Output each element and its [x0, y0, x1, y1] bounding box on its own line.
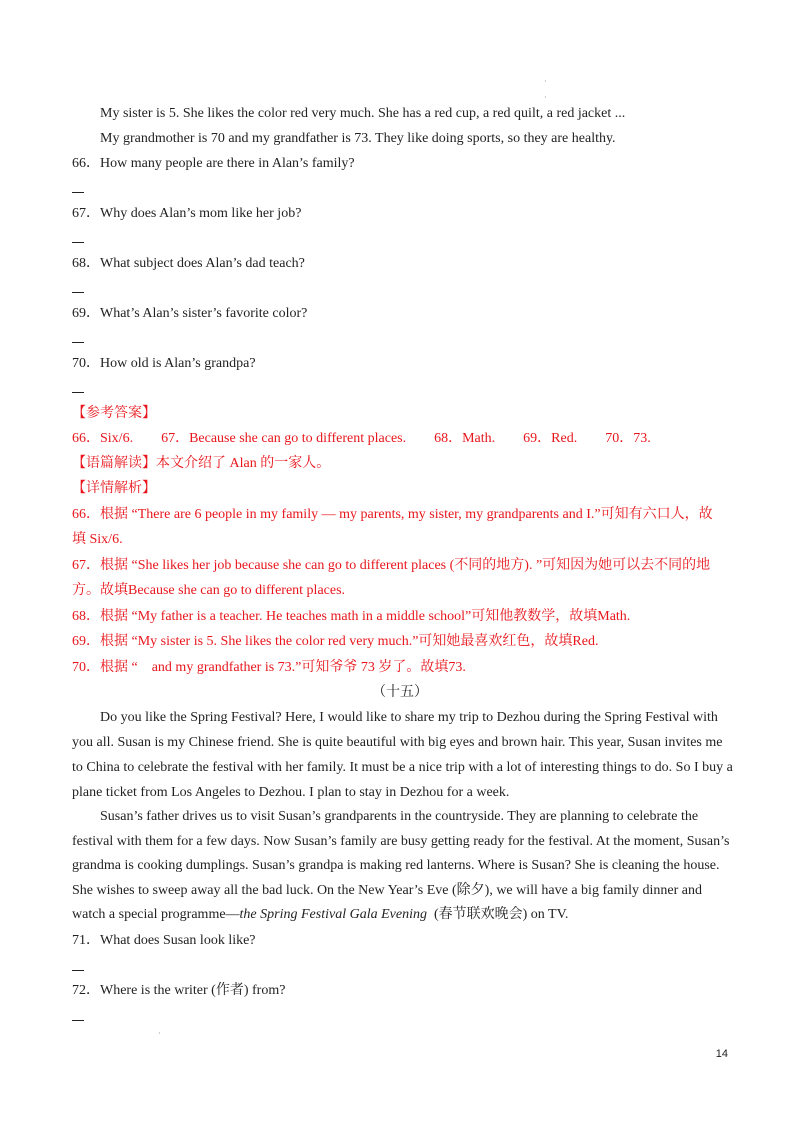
analysis-line: 66．根据 “There are 6 people in my family — my parents, my sister, my grandparents and I.”可知有六口人，故: [72, 507, 713, 522]
passage-line: Susan’s father drives us to visit Susan’s grandparents in the countryside. They are planning to celebrate the: [100, 809, 699, 824]
question-66: 66．How many people are there in Alan’s family?: [72, 156, 355, 171]
answer-key-heading: 【参考答案】: [72, 406, 156, 421]
passage-line: to China to celebrate the festival with her family. It must be a nice trip with a lot of interesting things to do. So I buy a: [72, 760, 733, 775]
analysis-line: 69．根据 “My sister is 5. She likes the color red very much.”可知她最喜欢红色，故填Red.: [72, 634, 599, 649]
section-title: （十五）: [372, 685, 428, 700]
question-68: 68．What subject does Alan’s dad teach?: [72, 256, 305, 271]
analysis-heading: 【详情解析】: [72, 481, 156, 496]
passage-intro-text: 本文介绍了 Alan 的一家人。: [156, 456, 331, 471]
answer-blank: [72, 970, 84, 971]
passage-text: (春节联欢晚会) on TV.: [426, 907, 569, 922]
passage-line: plane ticket from Los Angeles to Dezhou. I plan to stay in Dezhou for a week.: [72, 785, 510, 800]
question-67: 67．Why does Alan’s mom like her job?: [72, 206, 302, 221]
scan-dot: ·: [544, 93, 547, 102]
answer-blank: [72, 242, 84, 243]
passage-line: Do you like the Spring Festival? Here, I would like to share my trip to Dezhou during the Spring Festival with: [100, 710, 718, 725]
programme-title: the Spring Festival Gala Evening: [239, 907, 427, 922]
question-70: 70．How old is Alan’s grandpa?: [72, 356, 256, 371]
passage-line: you all. Susan is my Chinese friend. She is quite beautiful with big eyes and brown hair. This year, Susan invites me: [72, 735, 723, 750]
passage-text: watch a special programme—: [72, 907, 240, 922]
page-number: 14: [715, 1048, 728, 1060]
question-72: 72．Where is the writer (作者) from?: [72, 983, 286, 998]
analysis-line: 填 Six/6.: [72, 532, 123, 547]
passage-line: My grandmother is 70 and my grandfather is 73. They like doing sports, so they are healthy.: [100, 131, 616, 146]
passage-line: She wishes to sweep away all the bad luck. On the New Year’s Eve (除夕), we will have a big family dinner and: [72, 883, 702, 898]
answer-blank: [72, 292, 84, 293]
answer-blank: [72, 342, 84, 343]
passage-intro-heading: 【语篇解读】: [72, 456, 156, 471]
answer-blank: [72, 1020, 84, 1021]
analysis-line: 68．根据 “My father is a teacher. He teaches math in a middle school”可知他教数学，故填Math.: [72, 609, 631, 624]
analysis-line: 方。故填Because she can go to different places.: [72, 583, 346, 598]
passage-line: grandma is cooking dumplings. Susan’s grandpa is making red lanterns. Where is Susan? She is cleaning the house.: [72, 858, 720, 873]
answer-key-line: 66．Six/6. 67．Because she can go to different places. 68．Math. 69．Red. 70．73.: [72, 431, 651, 446]
answer-blank: [72, 392, 84, 393]
passage-intro: [72, 455, 728, 473]
scan-dot: ·: [544, 77, 547, 86]
passage-line: festival with them for a few days. Now Susan’s family are busy getting ready for the festival. At the moment, Susan’s: [72, 834, 730, 849]
answer-blank: [72, 192, 84, 193]
analysis-line: 67．根据 “She likes her job because she can go to different places (不同的地方). ”可知因为她可以去不同的地: [72, 558, 711, 573]
question-71: 71．What does Susan look like?: [72, 933, 256, 948]
passage-line: My sister is 5. She likes the color red very much. She has a red cup, a red quilt, a red jacket ...: [100, 106, 626, 121]
analysis-line: 70．根据 “ and my grandfather is 73.”可知爷爷 73 岁了。故填73.: [72, 660, 466, 675]
question-69: 69．What’s Alan’s sister’s favorite color?: [72, 306, 308, 321]
passage-line: [72, 906, 728, 924]
scan-dot: ·: [158, 1029, 161, 1038]
